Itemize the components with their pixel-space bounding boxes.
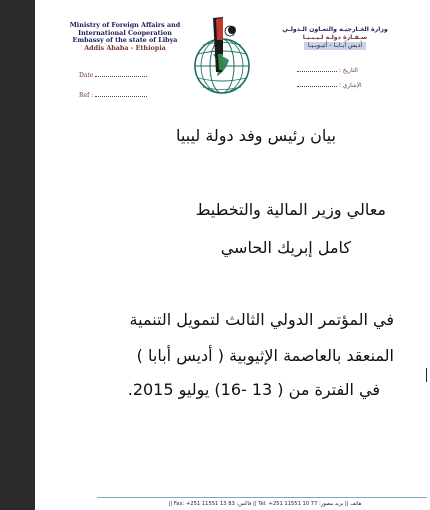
cooperation-en: International Cooperation bbox=[78, 28, 172, 37]
contact-footer: || Fax: +251 11551 13 83 :فاكس || Tel: +251 11551 10 77 :هاتف || بريد مصور bbox=[168, 501, 362, 507]
conference-line-3: في الفترة من ( 13 -16) يوليو 2015. bbox=[127, 380, 380, 399]
statement-title: بيان رئيس وفد دولة ليبيا bbox=[176, 126, 336, 145]
ref-field-ar bbox=[297, 83, 362, 89]
arabic-letterhead bbox=[271, 26, 399, 50]
ref-label-ar: الإشاري : bbox=[339, 83, 362, 89]
english-letterhead bbox=[55, 22, 195, 52]
ref-field-en bbox=[79, 92, 147, 99]
location-ar: أديس أبـابـا - أثيـوبـيـا bbox=[304, 42, 366, 50]
minister-name: كامل إبريك الحاسي bbox=[220, 238, 351, 257]
letterhead-page bbox=[35, 0, 430, 510]
embassy-name-en: Embassy of the state of Libya bbox=[72, 36, 178, 45]
location-en: Addis Ababa - Ethiopia bbox=[84, 43, 166, 52]
conference-line-2: المنعقد بالعاصمة الإثيوبية ( أديس أبابا ) bbox=[136, 346, 394, 365]
conference-line-1: في المؤتمر الدولي الثالث لتمويل التنمية bbox=[129, 310, 394, 329]
libya-globe-emblem-icon bbox=[183, 14, 261, 98]
embassy-name-ar: سـفـارة دولـة لـيـبـيـا bbox=[302, 34, 368, 41]
date-field-en bbox=[79, 72, 147, 79]
ref-label-en: Ref : bbox=[79, 92, 94, 99]
date-label-en: Date bbox=[79, 72, 94, 79]
ministry-name-ar: وزارة الخـارجيـة والتعـاون الـدولـي bbox=[282, 26, 388, 33]
ministry-name-en: Ministry of Foreign Affairs and bbox=[69, 21, 181, 29]
left-dark-margin bbox=[0, 0, 35, 510]
text-cursor-icon bbox=[426, 368, 430, 382]
date-label-ar: التاريخ : bbox=[339, 68, 358, 74]
minister-title: معالي وزير المالية والتخطيط bbox=[195, 200, 386, 219]
date-field-ar bbox=[297, 68, 358, 74]
footer-divider bbox=[97, 497, 427, 498]
